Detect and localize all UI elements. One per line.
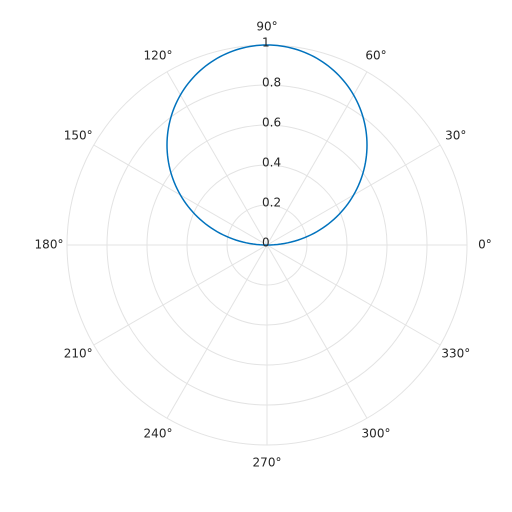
spoke-300	[267, 245, 367, 418]
r-tick-label-3: 0.6	[262, 115, 282, 130]
r-tick-label-4: 0.8	[262, 75, 282, 90]
theta-tick-label-120: 120°	[143, 48, 173, 63]
theta-tick-label-240: 240°	[143, 426, 173, 441]
spoke-240	[167, 245, 267, 418]
theta-tick-label-60: 60°	[365, 48, 387, 63]
theta-tick-label-180: 180°	[34, 237, 64, 252]
spoke-330	[267, 245, 440, 345]
r-tick-label-5: 1	[262, 35, 270, 50]
theta-tick-label-270: 270°	[252, 455, 282, 470]
spoke-60	[267, 72, 367, 245]
theta-tick-label-90: 90°	[256, 19, 278, 34]
r-tick-label-2: 0.4	[262, 155, 282, 170]
theta-tick-label-30: 30°	[445, 128, 467, 143]
r-tick-label-1: 0.2	[262, 195, 282, 210]
spoke-120	[167, 72, 267, 245]
spoke-210	[94, 245, 267, 345]
theta-tick-label-330: 330°	[441, 346, 471, 361]
r-tick-label-0: 0	[262, 235, 270, 250]
theta-tick-label-0: 0°	[478, 237, 492, 252]
theta-tick-label-300: 300°	[361, 426, 391, 441]
theta-tick-label-150: 150°	[63, 128, 93, 143]
theta-tick-label-210: 210°	[63, 346, 93, 361]
